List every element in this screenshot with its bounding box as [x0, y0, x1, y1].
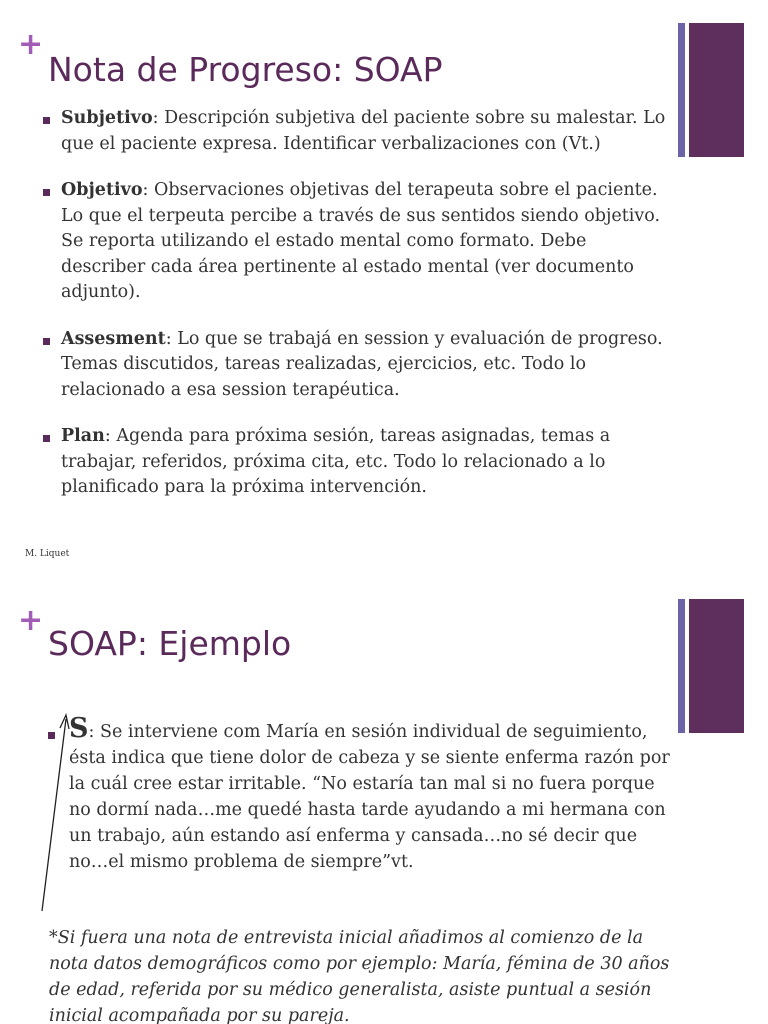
bullet-text: : Observaciones objetivas del terapeuta sobre el paciente. Lo que el terpeuta percibe a través de sus sentidos siendo objetivo. Se reporta utilizando el estado mental como formato. Debe describer cada área pertinente al estado mental (ver documento adjunto).: [61, 180, 661, 302]
decorative-bar-thick: [689, 599, 744, 733]
soap-definition-list: [40, 106, 670, 522]
example-text: [48, 715, 672, 875]
square-bullet-icon: [43, 117, 50, 124]
author-credit: M. Liquet: [25, 549, 70, 559]
slide-title: SOAP: Ejemplo: [48, 624, 292, 663]
example-body: : Se interviene com María en sesión individual de seguimiento, ésta indica que tiene dolor de cabeza y se siente enferma razón por la cuál cree estar irritable. “No estaría tan mal si no fuera porque no dormí nada…me quedé hasta tarde ayudando a mi hermana con un trabajo, aún estando así enferma y cansada…no sé decir que no…el mismo problema de siempre”vt.: [69, 722, 670, 872]
bullet-term: Subjetivo: [61, 108, 153, 128]
plus-icon: +: [18, 27, 44, 62]
decorative-bar-thin: [678, 23, 685, 157]
list-item: [40, 178, 670, 306]
slide-soap-example: [0, 577, 768, 1024]
decorative-bar-thin: [678, 599, 685, 733]
list-item: [40, 106, 670, 157]
square-bullet-icon: [43, 189, 50, 196]
square-bullet-icon: [48, 732, 55, 739]
soap-letter-s: S: [69, 713, 89, 744]
subjective-example: [48, 715, 672, 875]
square-bullet-icon: [43, 435, 50, 442]
bullet-term: Objetivo: [61, 180, 143, 200]
bullet-text: : Descripción subjetiva del paciente sobre su malestar. Lo que el paciente expresa. Identificar verbalizaciones con (Vt.): [61, 108, 666, 154]
square-bullet-icon: [43, 338, 50, 345]
bullet-term: Assesment: [61, 328, 166, 349]
list-item: [40, 327, 670, 404]
bullet-term: Plan: [61, 426, 105, 446]
plus-icon: +: [18, 603, 44, 638]
bullet-text: : Lo que se trabajá en session y evaluación de progreso. Temas discutidos, tareas realizadas, ejercicios, etc. Todo lo relacionado a esa session terapéutica.: [61, 328, 663, 400]
list-item: [40, 424, 670, 501]
bullet-text: : Agenda para próxima sesión, tareas asignadas, temas a trabajar, referidos, próxima cita, etc. Todo lo relacionado a lo planificado para la próxima intervención.: [61, 426, 611, 497]
decorative-bar-thick: [689, 23, 744, 157]
initial-interview-note: *Si fuera una nota de entrevista inicial añadimos al comienzo de la nota datos demográficos como por ejemplo: María, fémina de 30 años de edad, referida por su médico generalista, asiste puntual a sesión inicial acompañada por su pareja.: [49, 928, 670, 1024]
slide-title: Nota de Progreso: SOAP: [48, 50, 443, 89]
